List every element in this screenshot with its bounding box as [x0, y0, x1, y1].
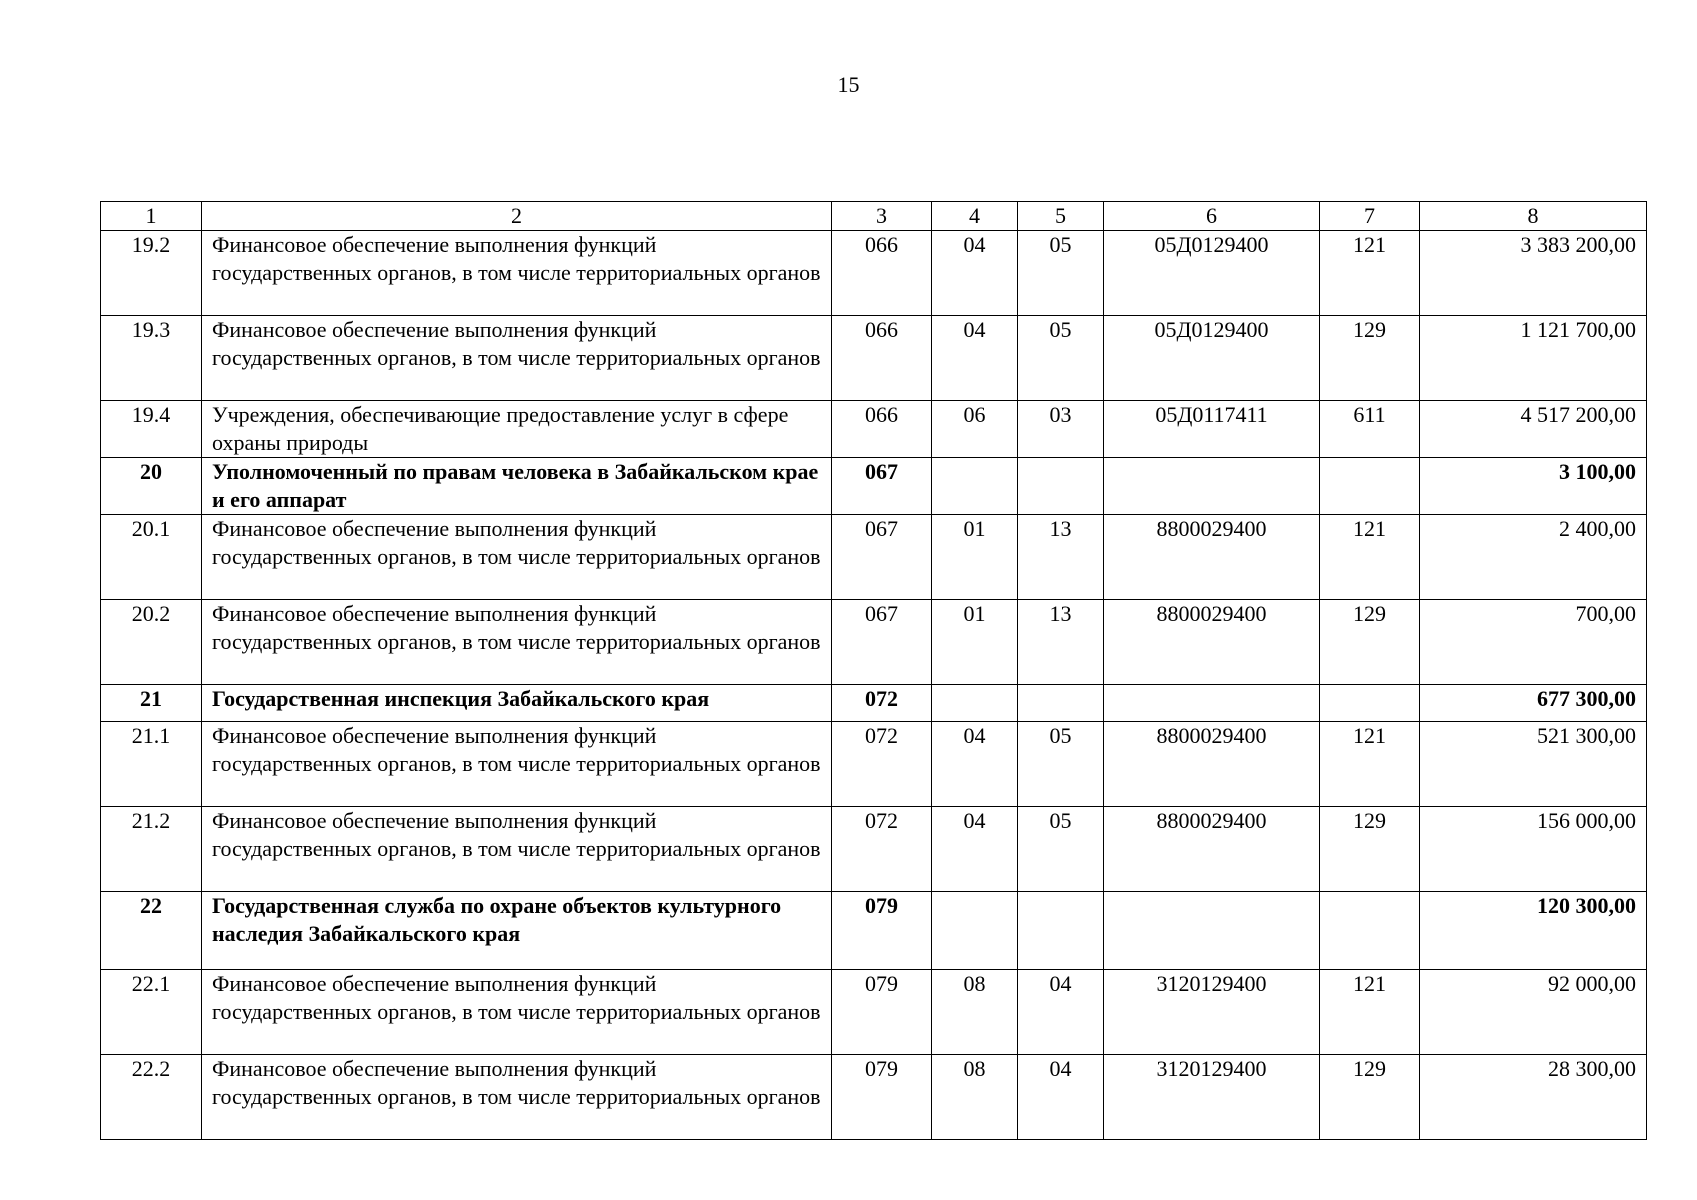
row-name: Финансовое обеспечение выполнения функций государственных органов, в том числе территориальных органов — [202, 515, 832, 600]
table-row — [101, 1055, 1647, 1140]
column-header: 8 — [1420, 202, 1647, 231]
row-section — [932, 892, 1018, 970]
row-section: 04 — [932, 722, 1018, 807]
table-row-group — [101, 685, 1647, 722]
row-subsection — [1018, 685, 1104, 722]
row-subsection: 05 — [1018, 316, 1104, 401]
row-amount: 521 300,00 — [1420, 722, 1647, 807]
row-subsection: 04 — [1018, 970, 1104, 1055]
table-row — [101, 401, 1647, 458]
row-target-article: 05Д0117411 — [1104, 401, 1320, 458]
row-target-article — [1104, 892, 1320, 970]
row-number: 20.1 — [101, 515, 202, 600]
table-row — [101, 807, 1647, 892]
row-name: Финансовое обеспечение выполнения функций государственных органов, в том числе территориальных органов — [202, 970, 832, 1055]
row-section: 04 — [932, 316, 1018, 401]
row-subsection — [1018, 892, 1104, 970]
row-subsection: 04 — [1018, 1055, 1104, 1140]
row-amount: 677 300,00 — [1420, 685, 1647, 722]
row-section: 04 — [932, 231, 1018, 316]
row-target-article: 3120129400 — [1104, 1055, 1320, 1140]
row-number: 21.1 — [101, 722, 202, 807]
row-name: Государственная служба по охране объектов культурного наследия Забайкальского края — [202, 892, 832, 970]
row-code: 079 — [832, 1055, 932, 1140]
row-name: Учреждения, обеспечивающие предоставление услуг в сфере охраны природы — [202, 401, 832, 458]
row-code: 072 — [832, 685, 932, 722]
row-number: 20.2 — [101, 600, 202, 685]
row-section: 04 — [932, 807, 1018, 892]
row-subsection: 13 — [1018, 600, 1104, 685]
row-code: 067 — [832, 515, 932, 600]
row-section: 08 — [932, 970, 1018, 1055]
row-expense-type: 611 — [1320, 401, 1420, 458]
row-amount: 156 000,00 — [1420, 807, 1647, 892]
row-number: 21.2 — [101, 807, 202, 892]
column-header: 7 — [1320, 202, 1420, 231]
table-row-group — [101, 892, 1647, 970]
table-header-row — [101, 202, 1647, 231]
row-name: Финансовое обеспечение выполнения функций государственных органов, в том числе территориальных органов — [202, 1055, 832, 1140]
row-section — [932, 458, 1018, 515]
row-subsection — [1018, 458, 1104, 515]
row-code: 067 — [832, 600, 932, 685]
column-header: 6 — [1104, 202, 1320, 231]
row-target-article: 8800029400 — [1104, 600, 1320, 685]
row-section: 08 — [932, 1055, 1018, 1140]
row-code: 067 — [832, 458, 932, 515]
row-code: 066 — [832, 231, 932, 316]
row-subsection: 13 — [1018, 515, 1104, 600]
row-amount: 3 100,00 — [1420, 458, 1647, 515]
row-number: 19.2 — [101, 231, 202, 316]
row-expense-type — [1320, 458, 1420, 515]
row-target-article — [1104, 685, 1320, 722]
table-row — [101, 970, 1647, 1055]
row-code: 072 — [832, 807, 932, 892]
row-number: 22.2 — [101, 1055, 202, 1140]
table-row — [101, 722, 1647, 807]
row-target-article — [1104, 458, 1320, 515]
row-expense-type: 129 — [1320, 316, 1420, 401]
table-row — [101, 515, 1647, 600]
row-target-article: 8800029400 — [1104, 722, 1320, 807]
row-amount: 3 383 200,00 — [1420, 231, 1647, 316]
row-number: 21 — [101, 685, 202, 722]
row-expense-type: 129 — [1320, 1055, 1420, 1140]
row-name: Финансовое обеспечение выполнения функций государственных органов, в том числе территориальных органов — [202, 316, 832, 401]
row-code: 066 — [832, 401, 932, 458]
row-number: 20 — [101, 458, 202, 515]
row-name: Финансовое обеспечение выполнения функций государственных органов, в том числе территориальных органов — [202, 231, 832, 316]
row-amount: 700,00 — [1420, 600, 1647, 685]
table-row — [101, 316, 1647, 401]
row-code: 079 — [832, 970, 932, 1055]
budget-table — [100, 201, 1647, 1140]
row-expense-type: 129 — [1320, 600, 1420, 685]
row-section — [932, 685, 1018, 722]
row-expense-type — [1320, 685, 1420, 722]
row-number: 22 — [101, 892, 202, 970]
table-row-group — [101, 458, 1647, 515]
column-header: 4 — [932, 202, 1018, 231]
row-name: Финансовое обеспечение выполнения функций государственных органов, в том числе территориальных органов — [202, 807, 832, 892]
column-header: 2 — [202, 202, 832, 231]
row-expense-type — [1320, 892, 1420, 970]
column-header: 3 — [832, 202, 932, 231]
row-number: 19.4 — [101, 401, 202, 458]
row-target-article: 05Д0129400 — [1104, 231, 1320, 316]
row-code: 079 — [832, 892, 932, 970]
row-section: 01 — [932, 600, 1018, 685]
row-target-article: 05Д0129400 — [1104, 316, 1320, 401]
row-amount: 92 000,00 — [1420, 970, 1647, 1055]
row-amount: 1 121 700,00 — [1420, 316, 1647, 401]
row-code: 066 — [832, 316, 932, 401]
row-name: Финансовое обеспечение выполнения функций государственных органов, в том числе территориальных органов — [202, 722, 832, 807]
row-code: 072 — [832, 722, 932, 807]
row-section: 01 — [932, 515, 1018, 600]
row-expense-type: 121 — [1320, 722, 1420, 807]
row-name: Уполномоченный по правам человека в Забайкальском крае и его аппарат — [202, 458, 832, 515]
row-amount: 4 517 200,00 — [1420, 401, 1647, 458]
row-target-article: 3120129400 — [1104, 970, 1320, 1055]
row-expense-type: 121 — [1320, 515, 1420, 600]
row-number: 22.1 — [101, 970, 202, 1055]
column-header: 1 — [101, 202, 202, 231]
row-subsection: 05 — [1018, 722, 1104, 807]
row-name: Государственная инспекция Забайкальского края — [202, 685, 832, 722]
column-header: 5 — [1018, 202, 1104, 231]
row-name: Финансовое обеспечение выполнения функций государственных органов, в том числе территориальных органов — [202, 600, 832, 685]
row-expense-type: 129 — [1320, 807, 1420, 892]
row-subsection: 05 — [1018, 807, 1104, 892]
row-amount: 120 300,00 — [1420, 892, 1647, 970]
table-row — [101, 600, 1647, 685]
page-number: 15 — [837, 72, 860, 97]
table-row — [101, 231, 1647, 316]
row-amount: 2 400,00 — [1420, 515, 1647, 600]
row-target-article: 8800029400 — [1104, 515, 1320, 600]
row-amount: 28 300,00 — [1420, 1055, 1647, 1140]
row-subsection: 05 — [1018, 231, 1104, 316]
row-target-article: 8800029400 — [1104, 807, 1320, 892]
row-subsection: 03 — [1018, 401, 1104, 458]
row-expense-type: 121 — [1320, 970, 1420, 1055]
row-number: 19.3 — [101, 316, 202, 401]
row-expense-type: 121 — [1320, 231, 1420, 316]
row-section: 06 — [932, 401, 1018, 458]
